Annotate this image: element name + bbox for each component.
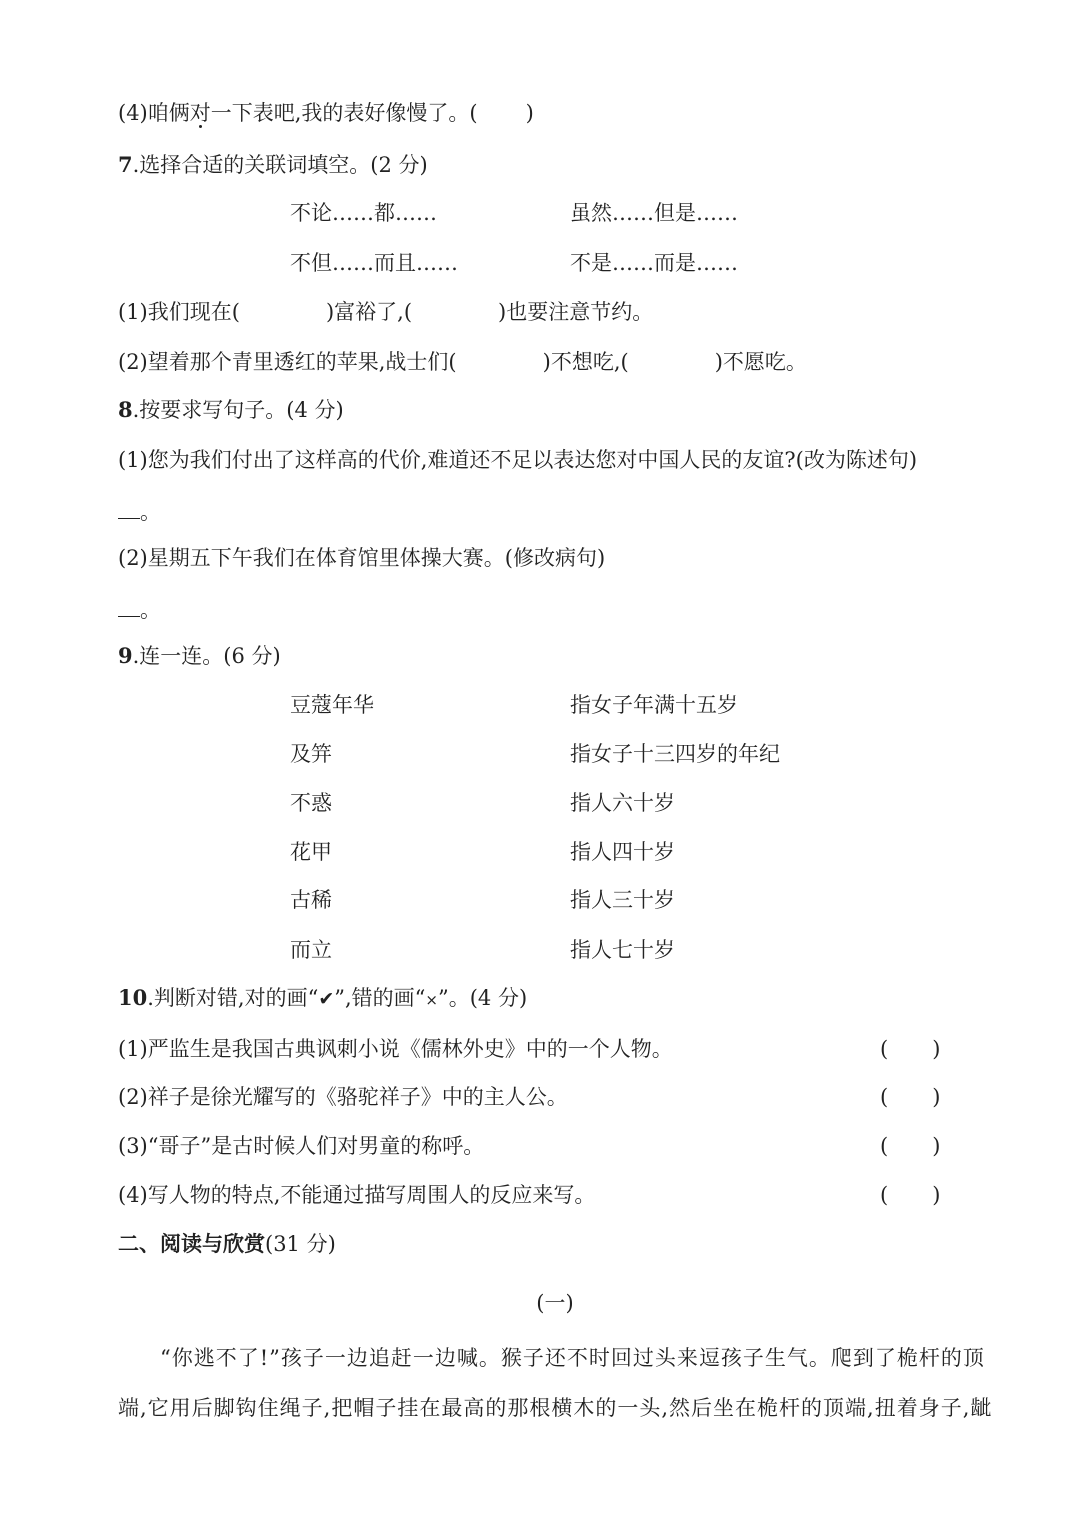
answer-brackets [880,1083,940,1111]
q9-right-meaning: 指人四十岁 [570,840,675,864]
bracket-open: ( [880,1134,889,1158]
q10-title-after: ”。(4 分) [437,986,528,1010]
section-2-heading [118,1230,336,1258]
q6-item-4-label: (4)咱俩 [118,101,190,125]
q10-item [118,1083,998,1111]
q7-number: 7 [118,152,133,177]
check-mark-icon: ✔ [318,988,335,1010]
q9-left-term: 古稀 [290,888,332,912]
q10-title-before: .判断对错,对的画“ [147,986,319,1010]
q8-item-2-answer-line [118,596,161,624]
answer-brackets [880,1035,940,1063]
bracket-open: ( [880,1037,889,1061]
bracket-close: ) [932,1134,941,1158]
cross-mark-icon: × [425,991,438,1009]
q10-item-text: (4)写人物的特点,不能通过描写周围人的反应来写。 [118,1183,596,1207]
q9-title [118,642,281,670]
answer-period: 。 [140,500,161,524]
answer-underline [118,504,140,519]
q7-item-2-part-1: (2)望着那个青里透红的苹果,战士们( [118,350,457,374]
q6-item-4-text: 一下表吧,我的表好像慢了。( [210,101,478,125]
q9-title-text: .连一连。(6 分) [132,644,281,668]
q7-title [118,151,428,179]
q8-title-text: .按要求写句子。(4 分) [132,398,344,422]
q10-title [118,984,527,1012]
q10-item [118,1132,998,1160]
q8-item-1-answer-line [118,498,161,526]
q7-item-2-part-2: )不想吃,( [542,350,629,374]
q10-number: 10 [118,985,148,1010]
q7-option-2: 虽然……但是…… [570,201,738,225]
q7-option-3: 不但……而且…… [290,251,458,275]
q8-title [118,396,344,424]
section-2-title: 二、阅读与欣赏 [118,1232,265,1256]
q10-item-text: (2)祥子是徐光耀写的《骆驼祥子》中的主人公。 [118,1085,568,1109]
answer-brackets [880,1181,940,1209]
q6-item-4 [118,99,534,127]
q8-number: 8 [118,397,133,422]
q7-title-text: .选择合适的关联词填空。(2 分) [132,153,428,177]
q9-number: 9 [118,643,133,668]
q7-option-4: 不是……而是…… [570,251,738,275]
bracket-open: ( [880,1183,889,1207]
answer-period: 。 [140,598,161,622]
bracket-close: ) [932,1037,941,1061]
passage-line: 端,它用后脚钩住绳子,把帽子挂在最高的那根横木的一头,然后坐在桅杆的顶端,扭着身子,龇 [118,1396,993,1420]
q7-option-1: 不论……都…… [290,201,437,225]
bracket-close: ) [525,101,534,125]
answer-brackets [880,1132,940,1160]
q9-left-term: 花甲 [290,840,332,864]
q9-left-term: 及笄 [290,742,332,766]
q10-title-middle: ”,错的画“ [334,986,426,1010]
bracket-open: ( [880,1085,889,1109]
bracket-close: ) [932,1085,941,1109]
q9-right-meaning: 指人三十岁 [570,888,675,912]
q9-left-term: 豆蔻年华 [290,693,374,717]
q10-item-text: (1)严监生是我国古典讽刺小说《儒林外史》中的一个人物。 [118,1037,673,1061]
emphasized-character: 对 [189,101,211,125]
q9-left-term: 不惑 [290,791,332,815]
q10-item [118,1181,998,1209]
passage-line: “你逃不了!”孩子一边追赶一边喊。猴子还不时回过头来逗孩子生气。爬到了桅杆的顶 [160,1346,985,1370]
q7-item-1-part-2: )富裕了,( [325,300,413,324]
q7-item-1-part-1: (1)我们现在( [118,300,240,324]
q9-right-meaning: 指人六十岁 [570,791,675,815]
q8-item-2-prompt: (2)星期五下午我们在体育馆里体操大赛。(修改病句) [118,546,606,570]
q8-item-1-prompt: (1)您为我们付出了这样高的代价,难道还不足以表达您对中国人民的友谊?(改为陈述句) [118,448,918,472]
q10-item-text: (3)“哥子”是古时候人们对男童的称呼。 [118,1134,485,1158]
q9-left-term: 而立 [290,938,332,962]
q9-right-meaning: 指女子十三四岁的年纪 [570,742,780,766]
section-2-score: (31 分) [265,1232,336,1256]
q7-item-1 [118,298,653,326]
q7-item-2 [118,348,807,376]
passage-heading: (一) [536,1291,574,1315]
q7-item-2-part-3: )不愿吃。 [714,350,807,374]
bracket-close: ) [932,1183,941,1207]
answer-underline [118,602,140,617]
q9-right-meaning: 指女子年满十五岁 [570,693,738,717]
q10-item [118,1035,998,1063]
q7-item-1-part-3: )也要注意节约。 [498,300,654,324]
q9-right-meaning: 指人七十岁 [570,938,675,962]
